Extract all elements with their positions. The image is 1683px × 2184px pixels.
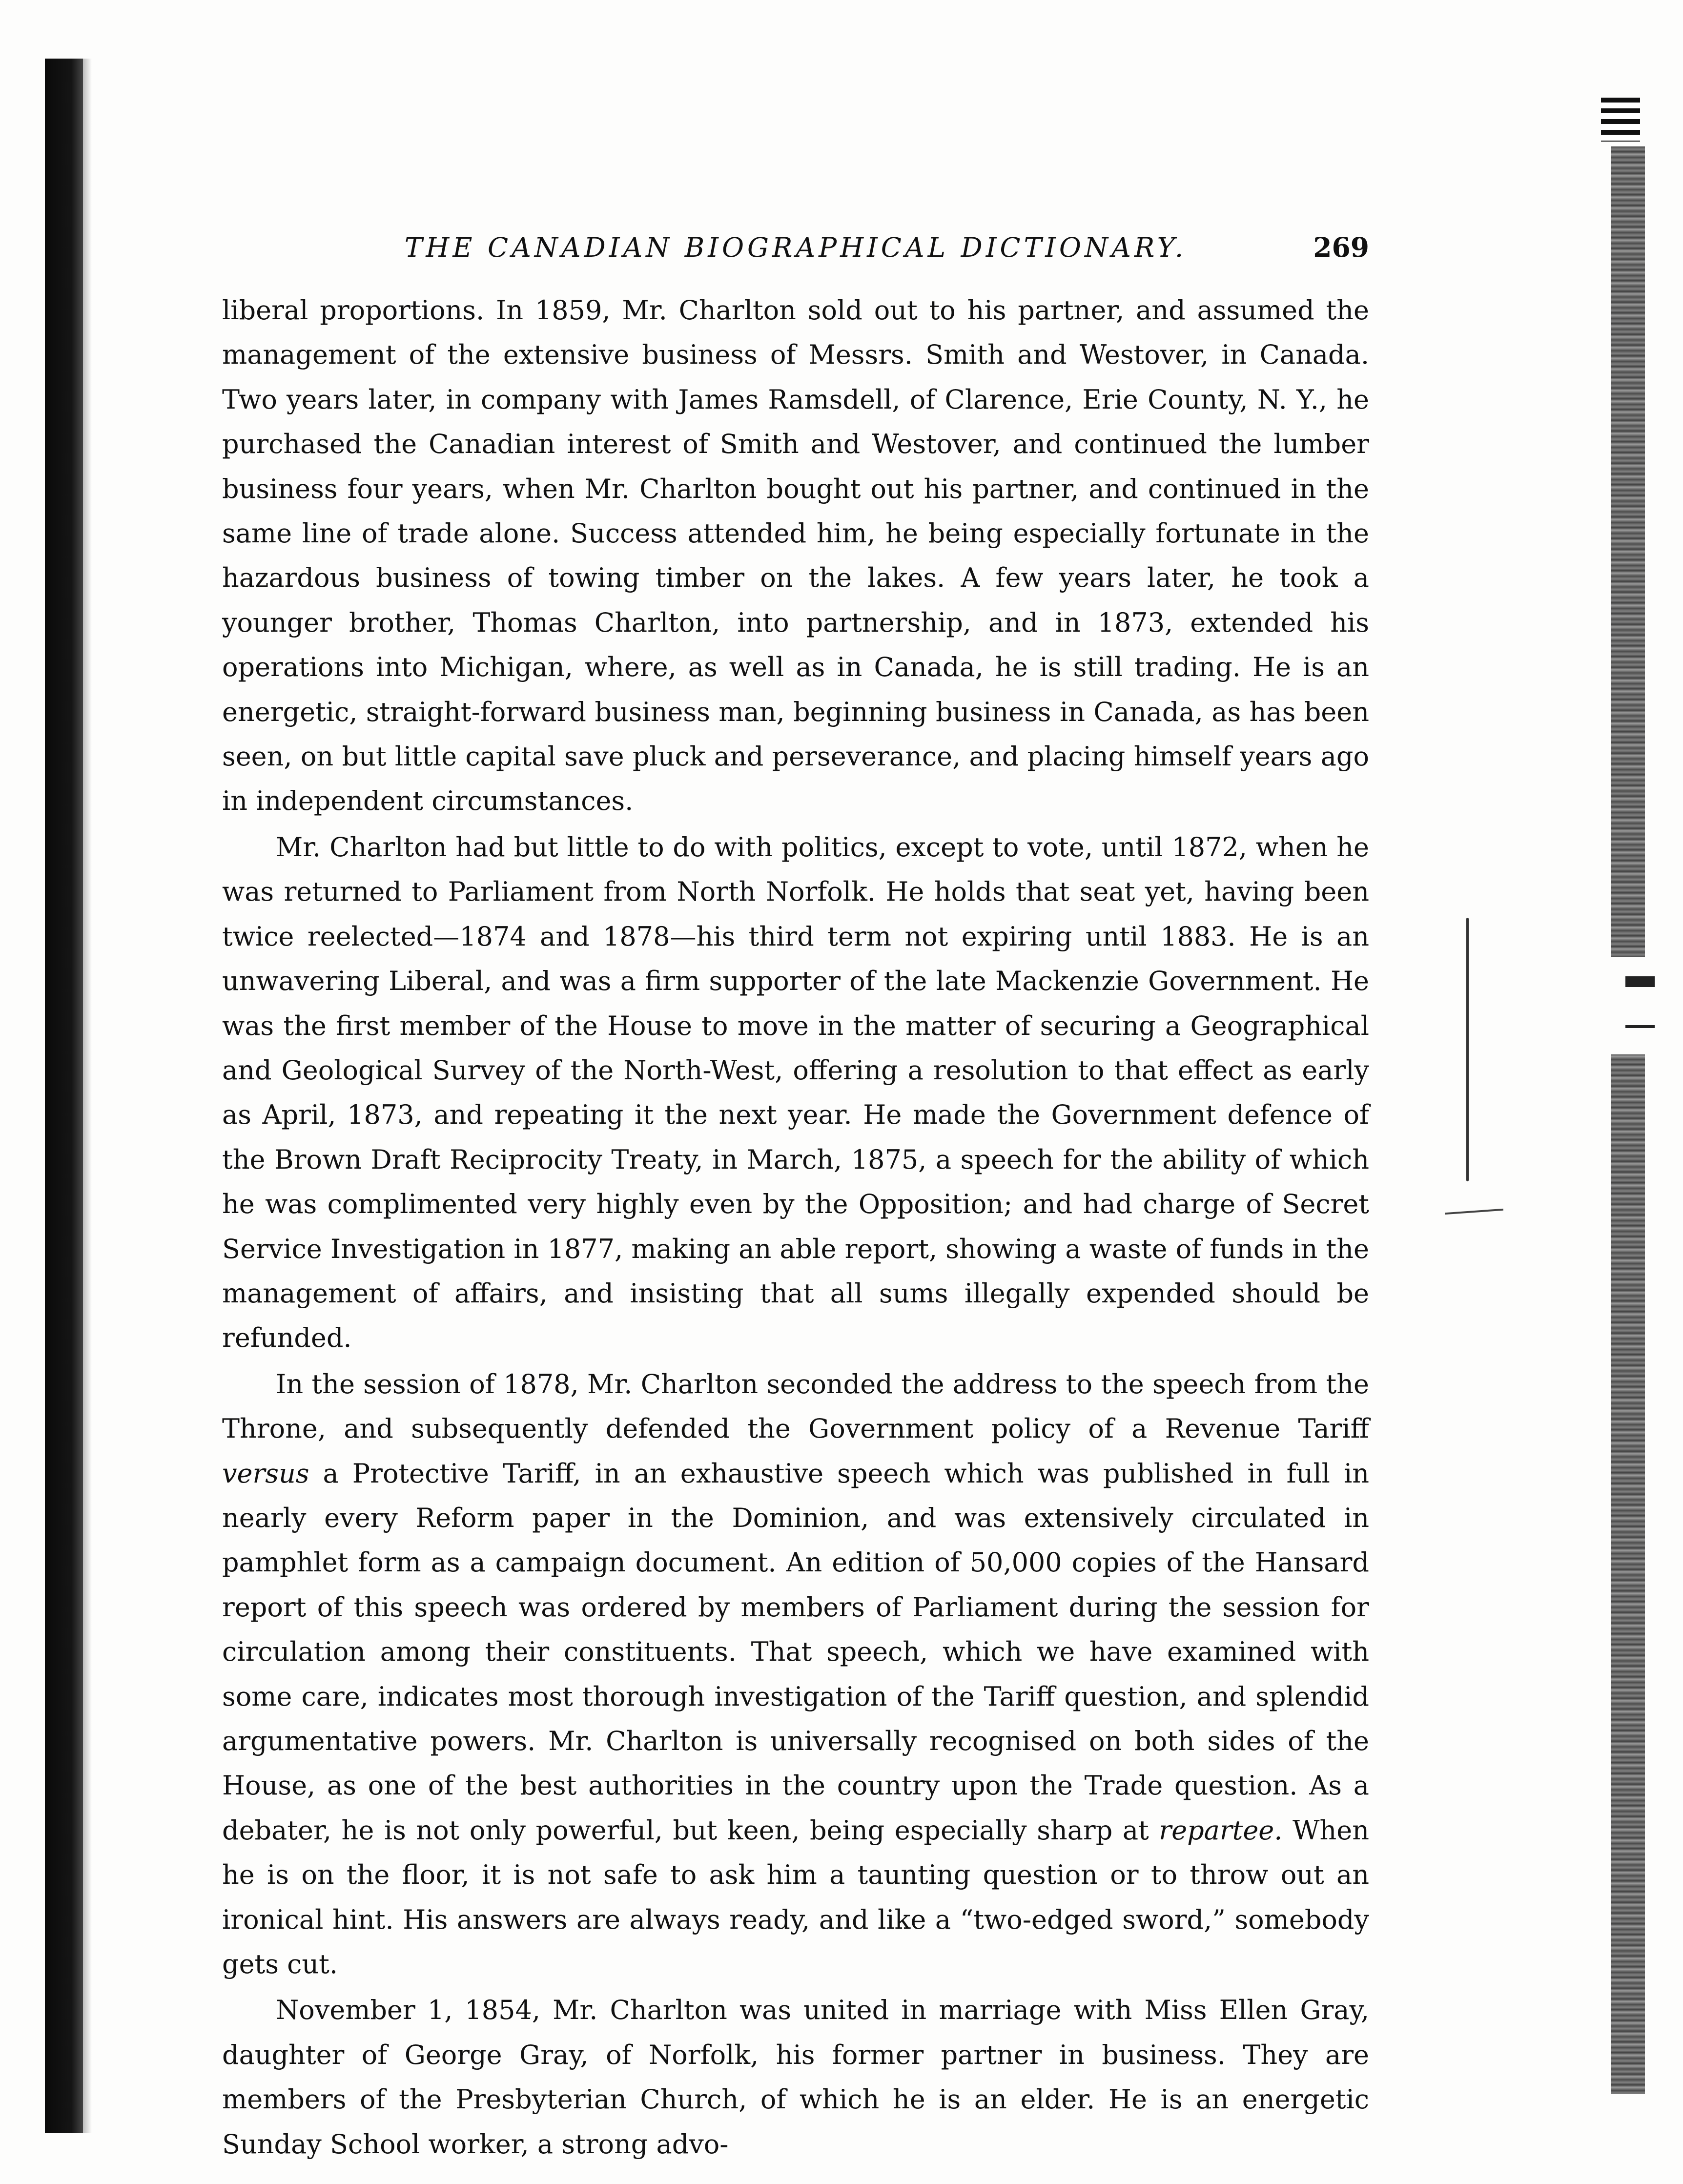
- paragraph-1: liberal proportions. In 1859, Mr. Charlton sold out to his partner, and assumed the management of the extensive business of Messrs. Smith and Westover, in Canada. Two years later, in company with James Ramsdell, of Clarence, Erie County, N. Y., he purchased the Canadian interest of Smith and Westover, and continued the lumber business four years, when Mr. Charlton bought out his partner, and continued in the same line of trade alone. Success attended him, he being especially fortunate in the hazardous business of towing timber on the lakes. A few years later, he took a younger brother, Thomas Charlton, into partnership, and in 1873, extended his operations into Michigan, where, as well as in Canada, he is still trading. He is an energetic, straight-forward business man, beginning business in Canada, as has been seen, on but little capital save pluck and perseverance, and placing himself years ago in independent circumstances.: [222, 295, 1369, 817]
- paragraph-4: November 1, 1854, Mr. Charlton was united in marriage with Miss Ellen Gray, daughter of George Gray, of Norfolk, his former partner in business. They are members of the Presbyterian Church, of which he is an elder. He is an energetic Sunday School worker, a strong advo-: [222, 1995, 1369, 2160]
- italic-repartee: repartee.: [1159, 1814, 1283, 1846]
- page-edge-mark: [1625, 976, 1655, 987]
- page-edge-dash: [1625, 1025, 1655, 1028]
- binding-fade-left: [83, 59, 92, 2133]
- paragraph-3-part-b: a Protective Tariff, in an exhaustive speech which was published in full in nearly every Reform paper in the Dominion, and was extensively circulated in pamphlet form as a campaign document. An edition of 50,000 copies of the Hansard report of this speech was ordered by members of Parliament during the session for circulation among their constituents. That speech, which we have examined with some care, indicates most thorough investigation of the Tariff question, and splendid argumentative powers. Mr. Charlton is universally recognised on both sides of the House, as one of the best authorities in the country upon the Trade question. As a debater, he is not only powerful, but keen, being especially sharp at: [222, 1458, 1369, 1846]
- page-edge-gap: [1601, 957, 1660, 1054]
- binding-shadow-left: [45, 59, 83, 2133]
- body-text: [222, 288, 1369, 2166]
- italic-versus: versus: [222, 1458, 309, 1489]
- running-header: [222, 226, 1369, 269]
- margin-pencil-tick: [1445, 1209, 1503, 1215]
- paragraph-3-part-a: In the session of 1878, Mr. Charlton seconded the address to the speech from the Throne, and subsequently defended the Government policy of a Revenue Tariff: [222, 1368, 1369, 1444]
- paragraph-2: Mr. Charlton had but little to do with politics, except to vote, until 1872, when he was returned to Parliament from North Norfolk. He holds that seat yet, having been twice reelected—1874 and 1878—his third term not expiring until 1883. He is an unwavering Liberal, and was a firm supporter of the late Mackenzie Government. He was the first member of the House to move in the matter of securing a Geographical and Geological Survey of the North-West, offering a resolution to that effect as early as April, 1873, and repeating it the next year. He made the Government defence of the Brown Draft Reciprocity Treaty, in March, 1875, a speech for the ability of which he was complimented very highly even by the Opposition; and had charge of Secret Service Investigation in 1877, making an able report, showing a waste of funds in the management of affairs, and insisting that all sums illegally expended should be refunded.: [222, 831, 1369, 1354]
- paragraph-3-part-c: When he is on the floor, it is not safe to ask him a taunting question or to throw out an ironical hint. His answers are always ready, and like a “two-edged sword,” somebody gets cut.: [222, 1814, 1369, 1980]
- page-edge-top-right: [1601, 98, 1640, 142]
- margin-pencil-line: [1466, 918, 1469, 1181]
- page-number: 269: [1313, 231, 1369, 263]
- page-edge-right: [1611, 146, 1645, 2094]
- paragraph-3: [222, 1362, 1369, 1987]
- running-title: THE CANADIAN BIOGRAPHICAL DICTIONARY.: [404, 232, 1187, 263]
